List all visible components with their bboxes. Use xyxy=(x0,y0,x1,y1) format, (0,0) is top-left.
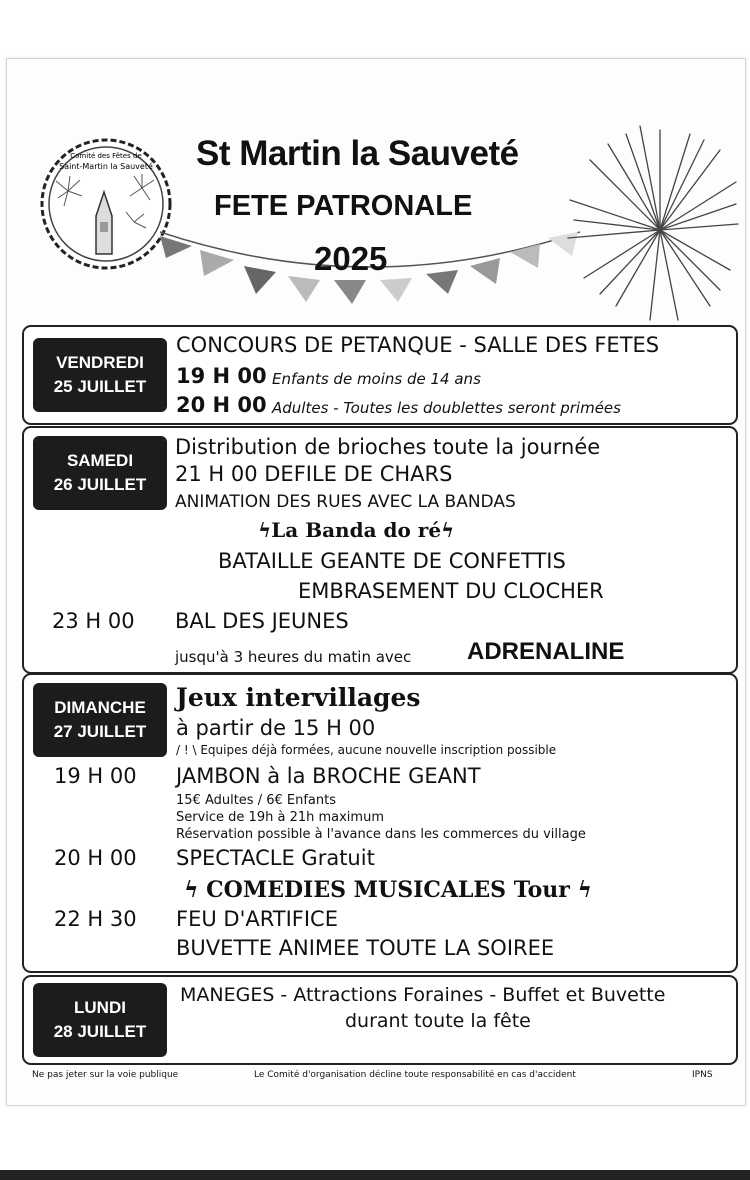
saturday-date: 26 JUILLET xyxy=(53,475,147,494)
page-title: St Martin la Sauveté xyxy=(196,134,519,173)
saturday-until: jusqu'à 3 heures du matin avec xyxy=(175,648,412,666)
sunday-bar: BUVETTE ANIMEE TOUTE LA SOIREE xyxy=(176,936,555,960)
sunday-show-time: 20 H 00 xyxy=(54,846,137,870)
lightning-icon: ϟ xyxy=(441,518,455,542)
saturday-band: ADRENALINE xyxy=(467,638,625,665)
bottom-bar xyxy=(0,1170,750,1180)
saturday-banda xyxy=(258,518,454,542)
top-bar xyxy=(0,0,750,52)
saturday-line2: 21 H 00 DEFILE DE CHARS xyxy=(175,462,453,486)
monday-line2: durant toute la fête xyxy=(345,1010,531,1032)
monday-date: 28 JUILLET xyxy=(53,1022,147,1041)
sunday-day: DIMANCHE xyxy=(54,698,146,717)
sunday-jambon: JAMBON à la BROCHE GEANT xyxy=(176,764,481,788)
footer-right: IPNS xyxy=(692,1070,713,1080)
sunday-musicals xyxy=(184,877,592,903)
friday-time1: 19 H 00 xyxy=(176,364,267,388)
sunday-service: Service de 19h à 21h maximum xyxy=(176,810,384,825)
monday-line1: MANEGES - Attractions Foraines - Buffet et Buvette xyxy=(180,984,666,1006)
footer-center: Le Comité d'organisation décline toute responsabilité en cas d'accident xyxy=(254,1070,576,1080)
saturday-day: SAMEDI xyxy=(66,451,134,470)
footer-left: Ne pas jeter sur la voie publique xyxy=(32,1070,179,1080)
lightning-icon: ϟ xyxy=(569,877,593,903)
logo-text-bottom: Saint-Martin la Sauveté xyxy=(59,162,153,171)
sunday-jambon-time: 19 H 00 xyxy=(54,764,137,788)
saturday-line3: ANIMATION DES RUES AVEC LA BANDAS xyxy=(175,492,516,512)
monday-day: LUNDI xyxy=(74,998,126,1017)
saturday-badge xyxy=(33,436,167,510)
saturday-bal: BAL DES JEUNES xyxy=(175,609,349,633)
logo-text-top: Comité des Fêtes de xyxy=(70,152,142,160)
saturday-line1: Distribution de brioches toute la journée xyxy=(175,435,601,459)
musicals-name: COMEDIES MUSICALES Tour xyxy=(206,877,570,903)
sunday-show: SPECTACLE Gratuit xyxy=(176,846,375,870)
page-year: 2025 xyxy=(314,240,388,277)
friday-day: VENDREDI xyxy=(56,353,144,372)
sunday-fire-time: 22 H 30 xyxy=(54,907,137,931)
lightning-icon: ϟ xyxy=(258,518,272,542)
friday-time2: 20 H 00 xyxy=(176,393,267,417)
banda-name: La Banda do ré xyxy=(271,518,442,542)
sunday-games: Jeux intervillages xyxy=(176,683,421,712)
friday-event: CONCOURS DE PETANQUE - SALLE DES FETES xyxy=(176,333,660,357)
lightning-icon: ϟ xyxy=(184,877,207,903)
sunday-games-time: à partir de 15 H 00 xyxy=(176,716,376,740)
saturday-line5: EMBRASEMENT DU CLOCHER xyxy=(298,579,604,603)
monday-badge xyxy=(33,983,167,1057)
friday-date: 25 JUILLET xyxy=(53,377,147,396)
sunday-reservation: Réservation possible à l'avance dans les commerces du village xyxy=(176,827,586,842)
sunday-fire: FEU D'ARTIFICE xyxy=(176,907,338,931)
saturday-line4: BATAILLE GEANTE DE CONFETTIS xyxy=(218,549,566,573)
sunday-date: 27 JUILLET xyxy=(53,722,147,741)
saturday-bal-time: 23 H 00 xyxy=(52,609,135,633)
sunday-badge xyxy=(33,683,167,757)
sunday-games-note: / ! \ Equipes déjà formées, aucune nouvelle inscription possible xyxy=(176,743,557,757)
friday-note1: Enfants de moins de 14 ans xyxy=(272,370,481,388)
friday-badge xyxy=(33,338,167,412)
committee-logo xyxy=(38,136,174,272)
firework-icon xyxy=(560,120,740,330)
page-subtitle: FETE PATRONALE xyxy=(214,190,473,222)
sunday-price: 15€ Adultes / 6€ Enfants xyxy=(176,793,337,808)
friday-note2: Adultes - Toutes les doublettes seront primées xyxy=(272,399,621,417)
